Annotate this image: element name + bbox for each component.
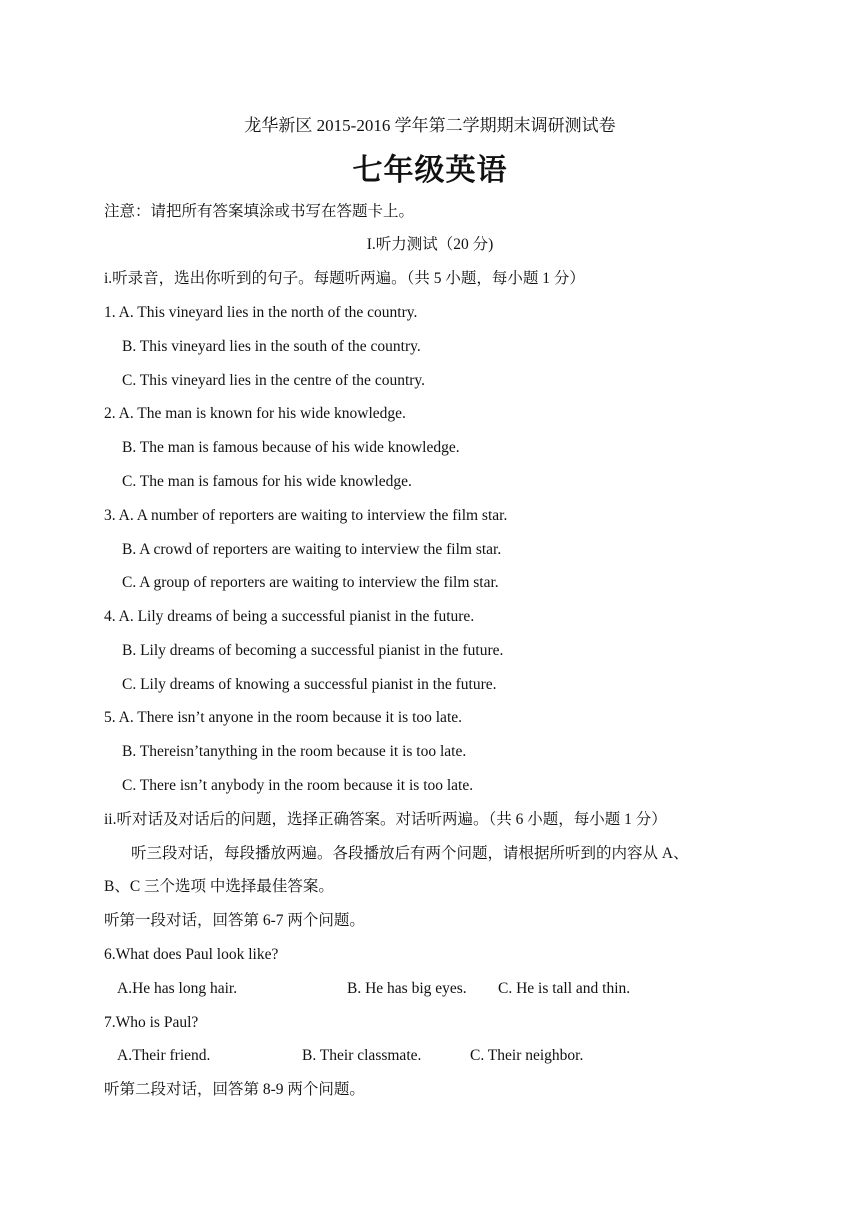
question-5-option-c: C. There isn’t anybody in the room because it is too late. <box>122 777 474 794</box>
dialogue-2-prompt: 听第二段对话，回答第 8-9 两个问题。 <box>104 1081 365 1098</box>
question-7-option-c: C. Their neighbor. <box>470 1047 584 1064</box>
question-4-option-b: B. Lily dreams of becoming a successful pianist in the future. <box>122 642 504 659</box>
question-5-option-b: B. Thereisn’tanything in the room because it is too late. <box>122 743 467 760</box>
exam-title: 七年级英语 <box>352 154 508 187</box>
question-3-option-c: C. A group of reporters are waiting to interview the film star. <box>122 574 499 591</box>
question-6-option-c: C. He is tall and thin. <box>498 980 631 997</box>
question-2-option-a: 2. A. The man is known for his wide knowledge. <box>104 405 406 422</box>
question-1-option-a: 1. A. This vineyard lies in the north of the country. <box>104 304 418 321</box>
question-7-option-b: B. Their classmate. <box>302 1047 422 1064</box>
part-ii-intro-line-2: B、C 三个选项 中选择最佳答案。 <box>104 878 334 895</box>
part-ii-intro-line-1: 听三段对话，每段播放两遍。各段播放后有两个问题，请根据所听到的内容从 A、 <box>131 845 689 862</box>
question-6-text: 6.What does Paul look like? <box>104 946 279 963</box>
question-2-option-c: C. The man is famous for his wide knowledge. <box>122 473 412 490</box>
question-1-option-b: B. This vineyard lies in the south of the country. <box>122 338 421 355</box>
question-4-option-a: 4. A. Lily dreams of being a successful pianist in the future. <box>104 608 475 625</box>
notice-text: 注意：请把所有答案填涂或书写在答题卡上。 <box>104 203 415 220</box>
question-5-option-a: 5. A. There isn’t anyone in the room because it is too late. <box>104 709 462 726</box>
part-i-instruction: i.听录音，选出你听到的句子。每题听两遍。（共 5 小题，每小题 1 分） <box>104 270 585 287</box>
section-heading-listening: I.听力测试（20 分) <box>366 236 494 253</box>
question-3-option-a: 3. A. A number of reporters are waiting to interview the film star. <box>104 507 508 524</box>
question-4-option-c: C. Lily dreams of knowing a successful pianist in the future. <box>122 676 497 693</box>
question-1-option-c: C. This vineyard lies in the centre of the country. <box>122 372 426 389</box>
question-2-option-b: B. The man is famous because of his wide knowledge. <box>122 439 460 456</box>
dialogue-1-prompt: 听第一段对话，回答第 6-7 两个问题。 <box>104 912 365 929</box>
exam-subtitle: 龙华新区 2015-2016 学年第二学期期末调研测试卷 <box>244 116 616 135</box>
question-7-text: 7.Who is Paul? <box>104 1014 199 1031</box>
question-6-option-a: A.He has long hair. <box>117 980 238 997</box>
question-6-option-b: B. He has big eyes. <box>347 980 467 997</box>
part-ii-instruction: ii.听对话及对话后的问题，选择正确答案。对话听两遍。（共 6 小题，每小题 1 分） <box>104 811 667 828</box>
question-3-option-b: B. A crowd of reporters are waiting to interview the film star. <box>122 541 502 558</box>
question-7-option-a: A.Their friend. <box>117 1047 211 1064</box>
